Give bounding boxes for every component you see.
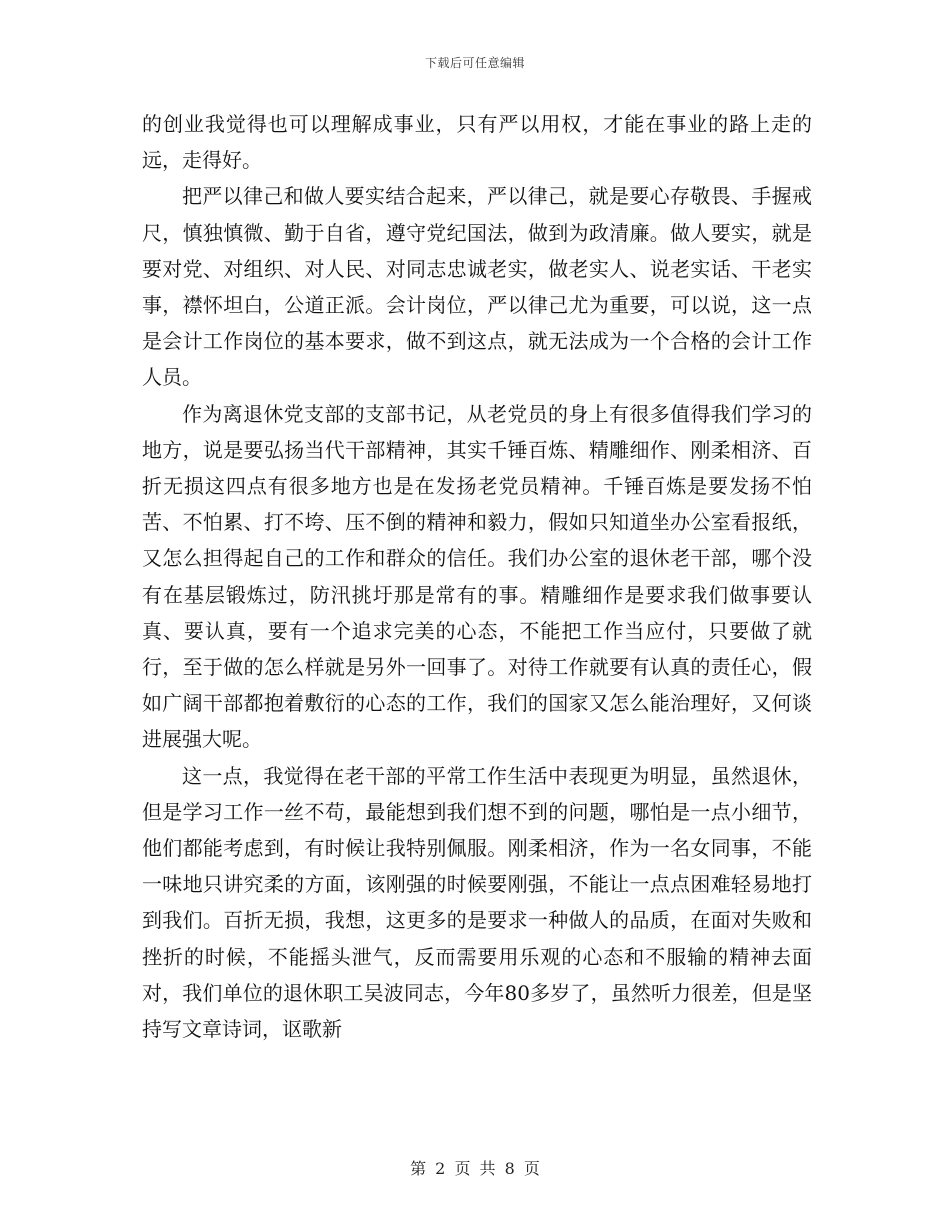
- paragraph: 把严以律己和做人要实结合起来，严以律己，就是要心存敬畏、手握戒尺，慎独慎微、勤于自省，遵守党纪国法，做到为政清廉。做人要实，就是要对党、对组织、对人民、对同志忠诚老实，做老实人、说老实话、干老实事，襟怀坦白，公道正派。会计岗位，严以律己尤为重要，可以说，这一点是会计工作岗位的基本要求，做不到这点，就无法成为一个合格的会计工作人员。: [142, 184, 812, 390]
- page-number-footer: 第 2 页 共 8 页: [410, 1159, 540, 1178]
- paragraph: 这一点，我觉得在老干部的平常工作生活中表现更为明显，虽然退休，但是学习工作一丝不苟，最能想到我们想不到的问题，哪怕是一点小细节，他们都能考虑到，有时候让我特别佩服。刚柔相济，作为一名女同事，不能一味地只讲究柔的方面，该刚强的时候要刚强，不能让一点点困难轻易地打到我们。百折无损，我想，这更多的是要求一种做人的品质，在面对失败和挫折的时候，不能摇头泄气，反而需要用乐观的心态和不服输的精神去面对，我们单位的退休职工吴波同志，今年80多岁了，虽然听力很差，但是坚持写文章诗词，讴歌新: [142, 763, 812, 1042]
- document-body: [142, 106, 812, 1047]
- page-header-note: 下载后可任意编辑: [424, 56, 525, 70]
- paragraph: 作为离退休党支部的支部书记，从老党员的身上有很多值得我们学习的地方，说是要弘扬当代干部精神，其实千锤百炼、精雕细作、刚柔相济、百折无损这四点有很多地方也是在发扬老党员精神。千锤百炼是要发扬不怕苦、不怕累、打不垮、压不倒的精神和毅力，假如只知道坐办公室看报纸，又怎么担得起自己的工作和群众的信任。我们办公室的退休老干部，哪个没有在基层锻炼过，防汛挑圩那是常有的事。精雕细作是要求我们做事要认真、要认真，要有一个追求完美的心态，不能把工作当应付，只要做了就行，至于做的怎么样就是另外一回事了。对待工作就要有认真的责任心，假如广阔干部都抱着敷衍的心态的工作，我们的国家又怎么能治理好，又何谈进展强大呢。: [142, 401, 812, 752]
- paragraph-continuation: 的创业我觉得也可以理解成事业，只有严以用权，才能在事业的路上走的远，走得好。: [142, 112, 812, 173]
